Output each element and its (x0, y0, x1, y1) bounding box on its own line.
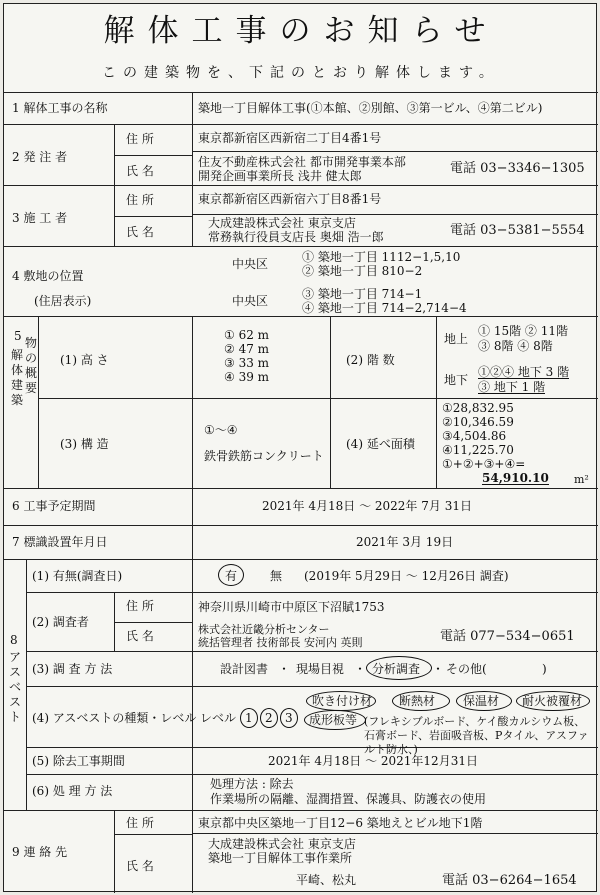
survey-method-label: (3) 調 査 方 法 (32, 662, 113, 676)
ward-2: 中央区 (232, 294, 269, 308)
floor-area-total: 54,910.10 (482, 471, 549, 485)
surveyor-label: (2) 調査者 (32, 615, 89, 629)
section-4-label: 4 敷地の位置 (12, 269, 84, 283)
below-floors-1: ①②④ 地下 3 階 (478, 365, 570, 379)
height-label: (1) 高 さ (60, 353, 109, 367)
divider (114, 834, 192, 835)
asbestos-no: 無 (270, 569, 283, 583)
asbestos-yes: 有 (225, 569, 238, 583)
method-separator: ・ (432, 662, 445, 676)
address-label: 住 所 (126, 816, 154, 830)
structure-ids: ①〜④ (204, 423, 238, 437)
section-9-label: 9 連 絡 先 (12, 845, 68, 859)
divider (38, 398, 598, 399)
name-label: 氏 名 (126, 629, 154, 643)
section-5-vertical-a: 解体建築 (10, 348, 23, 407)
method-design-docs: 設計図書 (220, 662, 269, 676)
floor-area-label: (4) 延べ面積 (346, 437, 415, 451)
section-1-label: 1 解体工事の名称 (12, 101, 108, 115)
page-subtitle: この建築物を、下記のとおり解体します。 (102, 65, 500, 81)
divider (4, 488, 598, 489)
floor-area-1: ①28,832.95 (442, 401, 514, 415)
divider (192, 151, 598, 152)
floor-area-sum-label: ①+②+③+④= (442, 457, 526, 471)
asbestos-presence-label: (1) 有無(調査日) (32, 569, 123, 583)
name-label: 氏 名 (126, 225, 154, 239)
section-3-label: 3 施 工 者 (12, 211, 68, 225)
section-1-value: 築地一丁目解体工事(①本館、②別館、③第一ビル、④第二ビル) (198, 101, 543, 115)
below-floors-2: ③ 地下 1 階 (478, 380, 546, 394)
divider (26, 559, 27, 810)
level-2: 2 (265, 711, 273, 725)
type-heat-retaining: 保温材 (463, 694, 500, 708)
contractor-name-line2: 常務執行役員支店長 奥畑 浩一郎 (208, 230, 384, 244)
method-separator: ・ (354, 662, 367, 676)
address-label: 住 所 (126, 132, 154, 146)
address-label: 住 所 (126, 599, 154, 613)
surveyor-name-2: 統括管理者 技術部長 安河内 英則 (198, 636, 363, 649)
site-address-1: ① 築地一丁目 1112−1,5,10 (302, 250, 461, 264)
section-6-label: 6 工事予定期間 (12, 499, 96, 513)
divider (4, 810, 598, 811)
divider (192, 316, 193, 488)
site-address-3: ③ 築地一丁目 714−1 (302, 287, 423, 301)
divider (4, 559, 598, 560)
contact-name-2: 築地一丁目解体工事作業所 (208, 851, 353, 865)
contractor-phone: 電話 03−5381−5554 (450, 223, 585, 238)
survey-date: (2019年 5月29日 〜 12月26日 調査) (304, 569, 509, 583)
divider (4, 525, 598, 526)
site-address-4: ④ 築地一丁目 714−2,714−4 (302, 301, 467, 315)
height-1: ① 62 m (224, 328, 270, 342)
height-2: ② 47 m (224, 342, 270, 356)
level-3: 3 (285, 711, 293, 725)
divider (114, 622, 192, 623)
divider (114, 592, 115, 651)
contact-persons: 平崎、松丸 (296, 873, 357, 887)
asbestos-type-label: (4) アスベストの種類・レベル (32, 711, 197, 725)
contractor-address: 東京都新宿区西新宿六丁目8番1号 (198, 192, 382, 206)
type-sprayed: 吹き付け材 (312, 694, 373, 708)
above-floors-2: ③ 8階 ④ 8階 (478, 339, 553, 353)
orderer-phone: 電話 03−3346−1305 (450, 161, 585, 176)
surveyor-phone: 電話 077−534−0651 (440, 629, 575, 644)
structure-label: (3) 構 造 (60, 437, 109, 451)
divider (192, 488, 193, 560)
section-5-number: 5 (14, 329, 22, 343)
divider (38, 316, 39, 488)
contractor-name-line1: 大成建設株式会社 東京支店 (208, 216, 356, 230)
divider (114, 155, 192, 156)
divider (4, 316, 598, 317)
divider (436, 316, 437, 488)
area-unit: m² (574, 473, 589, 486)
divider (26, 592, 598, 593)
method-other-close: ) (542, 662, 547, 676)
section-6-value: 2021年 4月18日 〜 2022年 7月 31日 (262, 499, 472, 513)
page-title: 解体工事のお知らせ (103, 13, 499, 49)
section-7-label: 7 標識設置年月日 (12, 535, 108, 549)
divider (114, 810, 115, 893)
type-insulation: 断熱材 (399, 694, 436, 708)
method-other: その他( (446, 662, 487, 676)
above-floors-1: ① 15階 ② 11階 (478, 324, 568, 338)
section-7-value: 2021年 3月 19日 (356, 535, 454, 549)
disposal-method-2: 作業場所の隔離、湿潤措置、保護具、防護衣の使用 (210, 792, 487, 806)
below-ground-label: 地下 (444, 373, 469, 387)
ward-1: 中央区 (232, 257, 269, 271)
height-3: ③ 33 m (224, 356, 270, 370)
contact-name-1: 大成建設株式会社 東京支店 (208, 837, 356, 851)
divider (4, 246, 598, 247)
divider (192, 92, 193, 247)
method-visual: 現場目視 (296, 662, 345, 676)
divider (4, 124, 598, 125)
orderer-name-line2: 開発企画事業所長 浅井 健太郎 (198, 169, 362, 183)
section-2-label: 2 発 注 者 (12, 150, 68, 164)
level-1: 1 (245, 711, 253, 725)
structure-value: 鉄骨鉄筋コンクリート (204, 449, 324, 463)
divider (26, 686, 598, 687)
divider (114, 124, 115, 246)
level-label: レベル (200, 711, 237, 725)
divider (4, 92, 598, 93)
method-separator: ・ (278, 662, 291, 676)
divider (4, 185, 598, 186)
site-address-2: ② 築地一丁目 810−2 (302, 264, 423, 278)
above-ground-label: 地上 (444, 332, 469, 346)
floor-area-2: ②10,346.59 (442, 415, 514, 429)
floor-area-4: ④11,225.70 (442, 443, 514, 457)
orderer-address: 東京都新宿区西新宿二丁目4番1号 (198, 131, 382, 145)
section-8-number: 8 (10, 633, 18, 647)
name-label: 氏 名 (126, 859, 154, 873)
section-8-vertical: アスベスト (8, 650, 21, 724)
divider (192, 833, 598, 834)
type-details: (フレキシブルボード、ケイ酸カルシウム板、石膏ボード、岩面吸音板、Pタイル、アスファルト防水、) (364, 715, 589, 756)
removal-period-label: (5) 除去工事期間 (32, 754, 125, 768)
floor-area-3: ③4,504.86 (442, 429, 507, 443)
surveyor-address: 神奈川県川崎市中原区下沼賦1753 (198, 600, 385, 614)
surveyor-name-1: 株式会社近畿分析センター (198, 623, 330, 636)
divider (192, 214, 598, 215)
divider (114, 216, 192, 217)
contact-phone: 電話 03−6264−1654 (442, 873, 577, 888)
divider (192, 810, 193, 893)
type-molded-board: 成形板等 (309, 713, 358, 727)
method-analysis: 分析調査 (372, 662, 421, 676)
divider (192, 559, 193, 810)
orderer-name-line1: 住友不動産株式会社 都市開発事業本部 (198, 155, 406, 169)
removal-period: 2021年 4月18日 〜 2021年12月31日 (268, 754, 478, 768)
section-4-sublabel: (住居表示) (34, 294, 92, 308)
divider (330, 316, 331, 488)
floors-label: (2) 階 数 (346, 353, 395, 367)
height-4: ④ 39 m (224, 370, 270, 384)
notice-board (3, 3, 597, 892)
section-5-vertical-b: 物の概要 (24, 336, 37, 395)
disposal-method-1: 処理方法 : 除去 (210, 777, 294, 791)
type-fireproof: 耐火被覆材 (522, 694, 583, 708)
divider (26, 774, 598, 775)
divider (26, 651, 598, 652)
name-label: 氏 名 (126, 164, 154, 178)
disposal-method-label: (6) 処 理 方 法 (32, 784, 113, 798)
address-label: 住 所 (126, 193, 154, 207)
contact-address: 東京都中央区築地一丁目12−6 築地えとビル地下1階 (198, 816, 483, 830)
